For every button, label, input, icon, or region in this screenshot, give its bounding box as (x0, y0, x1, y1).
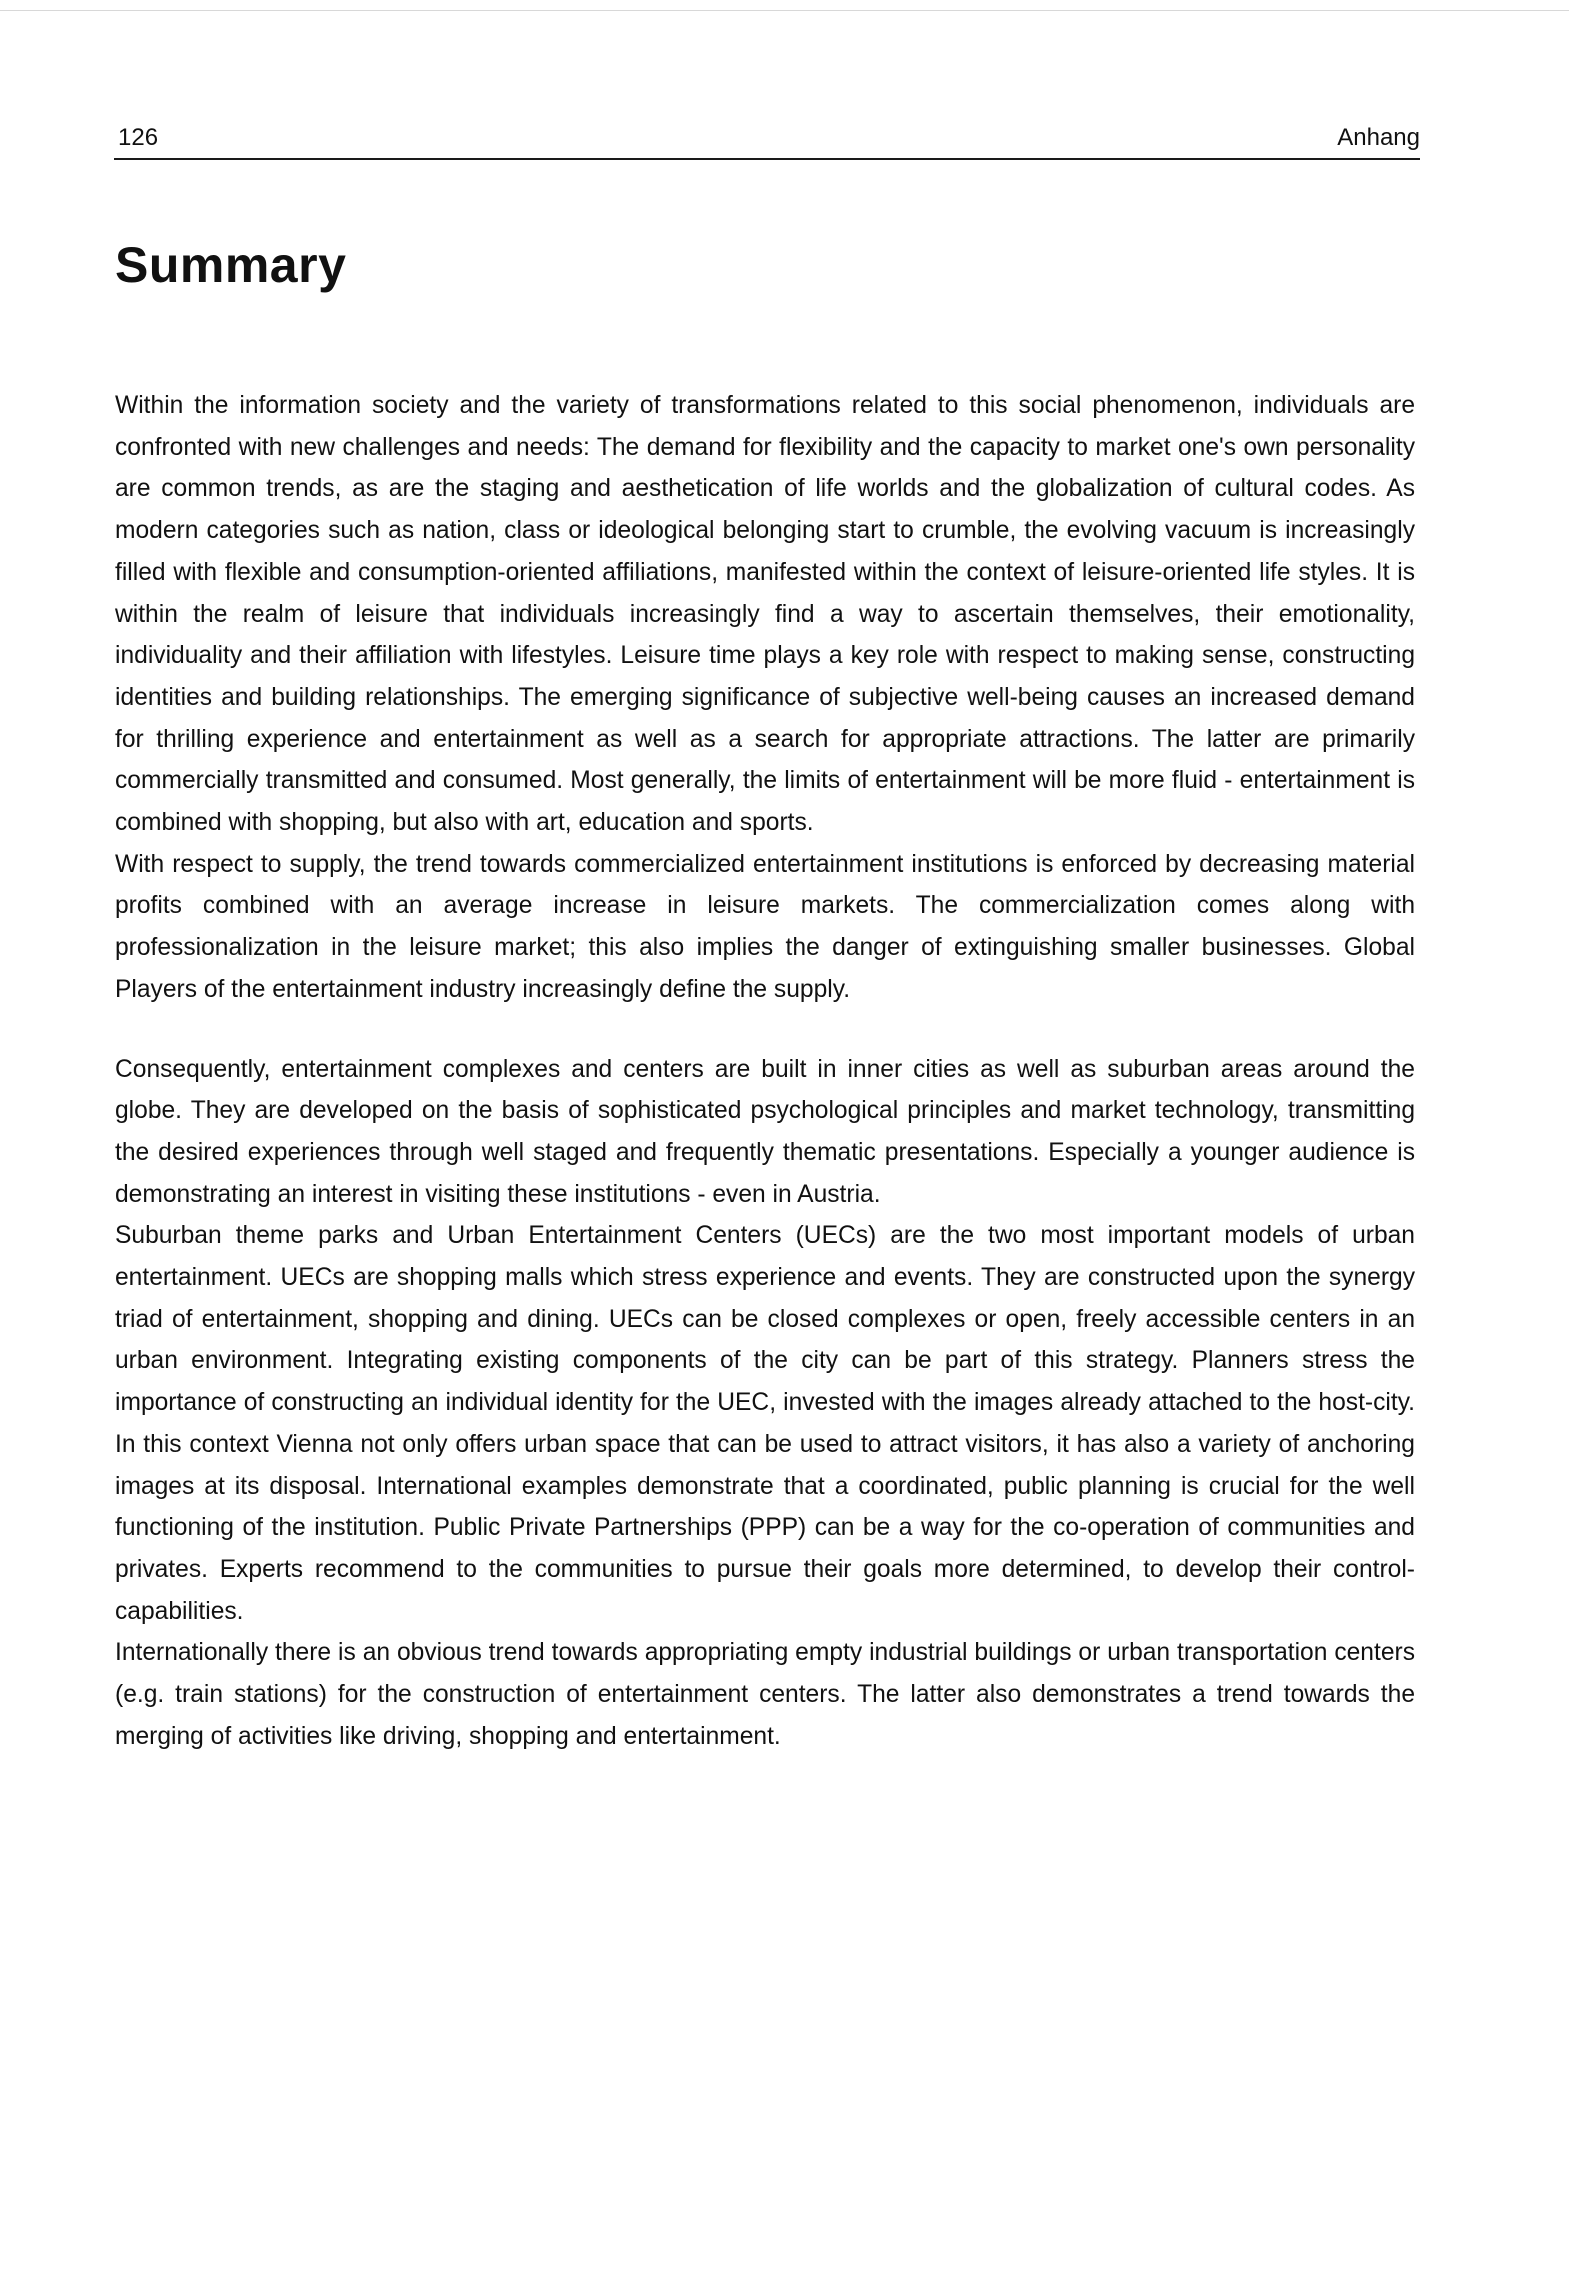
scan-edge-line (0, 10, 1569, 11)
page-number: 126 (118, 124, 159, 151)
paragraph-1: Within the information society and the variety of transformations related to this social phenomenon, individuals are confronted with new challenges and needs: The demand for flexibility and the capacity to market one's own personality are common trends, as are the staging and aesthetication of life worlds and the globalization of cultural codes. As modern categories such as nation, class or ideological belonging start to crumble, the evolving vacuum is increasingly filled with flexible and consumption-oriented affiliations, manifested within the context of leisure-oriented life styles. It is within the realm of leisure that individuals increasingly find a way to ascertain themselves, their emotionality, individuality and their affiliation with lifestyles. Leisure time plays a key role with respect to making sense, constructing identities and building relationships. The emerging significance of subjective well-being causes an increased demand for thrilling experience and entertainment as well as a search for appropriate attractions. The latter are primarily commercially transmitted and consumed. Most generally, the limits of entertainment will be more fluid - entertainment is combined with shopping, but also with art, education and sports. (115, 392, 1415, 837)
running-header (114, 124, 1420, 160)
summary-body (115, 385, 1415, 1758)
page-title: Summary (115, 237, 347, 293)
paragraph-3: Consequently, entertainment complexes and centers are built in inner cities as well as suburban areas around the globe. They are developed on the basis of sophisticated psychological principles and market technology, transmitting the desired experiences through well staged and frequently thematic presentations. Especially a younger audience is demonstrating an interest in visiting these institutions - even in Austria. (115, 1055, 1415, 1208)
paragraph-4: Suburban theme parks and Urban Entertainment Centers (UECs) are the two most important models of urban entertainment. UECs are shopping malls which stress experience and events. They are constructed upon the synergy triad of entertainment, shopping and dining. UECs can be closed complexes or open, freely accessible centers in an urban environment. Integrating existing components of the city can be part of this strategy. Planners stress the importance of constructing an individual identity for the UEC, invested with the images already attached to the host-city. In this context Vienna not only offers urban space that can be used to attract visitors, it has also a variety of anchoring images at its disposal. International examples demonstrate that a coordinated, public planning is crucial for the well functioning of the institution. Public Private Partnerships (PPP) can be a way for the co-operation of communities and privates. Experts recommend to the communities to pursue their goals more determined, to develop their control-capabilities. (115, 1222, 1415, 1625)
paragraph-2: With respect to supply, the trend towards commercialized entertainment institutions is enforced by decreasing material profits combined with an average increase in leisure markets. The commercialization comes along with professionalization in the leisure market; this also implies the danger of extinguishing smaller businesses. Global Players of the entertainment industry increasingly define the supply. (115, 850, 1415, 1003)
paragraph-5: Internationally there is an obvious trend towards appropriating empty industrial buildings or urban transportation centers (e.g. train stations) for the construction of entertainment centers. The latter also demonstrates a trend towards the merging of activities like driving, shopping and entertainment. (115, 1639, 1415, 1750)
chapter-label: Anhang (1337, 124, 1420, 151)
